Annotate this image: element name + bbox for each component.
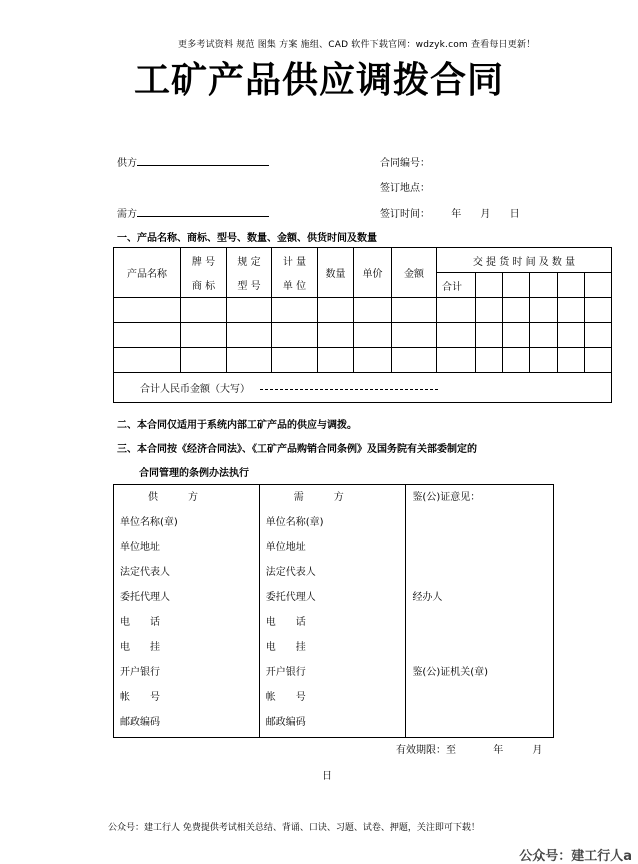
cell[interactable] — [476, 298, 503, 323]
cell[interactable] — [272, 348, 318, 373]
sign-day: 日 — [509, 209, 520, 220]
buyer-field[interactable]: 委托代理人 — [265, 592, 316, 603]
cell[interactable] — [354, 348, 392, 373]
agent-label: 经办人 — [412, 592, 443, 603]
buyer-column — [259, 485, 406, 738]
cell[interactable] — [530, 348, 558, 373]
th-delivery-col — [530, 273, 558, 298]
sign-month: 月 — [480, 209, 491, 220]
th-delivery-col — [585, 273, 612, 298]
supplier-field[interactable]: 电 挂 — [120, 642, 160, 653]
supplier-label: 供方 — [117, 158, 137, 169]
table-row — [114, 323, 612, 348]
total-rmb-blank[interactable] — [260, 389, 438, 390]
cell[interactable] — [318, 323, 354, 348]
th-amount: 金额 — [392, 248, 437, 298]
cell[interactable] — [437, 348, 476, 373]
cell[interactable] — [530, 323, 558, 348]
supplier-field[interactable]: 委托代理人 — [120, 592, 170, 603]
cell[interactable] — [392, 348, 437, 373]
th-delivery-col — [476, 273, 503, 298]
section1-heading: 一、产品名称、商标、型号、数量、金额、供货时间及数量 — [117, 233, 377, 244]
validity-year: 年 — [493, 745, 504, 756]
cell[interactable] — [114, 323, 181, 348]
authority-label: 鉴(公)证机关(章) — [412, 667, 489, 678]
cell[interactable] — [585, 298, 612, 323]
sign-time-line — [380, 205, 520, 220]
th-total: 合计 — [437, 273, 476, 298]
cell[interactable] — [114, 298, 181, 323]
supplier-field[interactable]: 帐 号 — [120, 692, 160, 703]
cell[interactable] — [503, 348, 530, 373]
buyer-field[interactable]: 开户银行 — [265, 667, 306, 678]
cell[interactable] — [227, 348, 272, 373]
buyer-field[interactable]: 法定代表人 — [265, 567, 316, 578]
cell[interactable] — [392, 298, 437, 323]
buyer-field[interactable]: 电 话 — [265, 617, 306, 628]
signature-table — [113, 484, 554, 738]
cell[interactable] — [181, 348, 227, 373]
th-spec-bottom: 型 号 — [227, 273, 272, 298]
cell[interactable] — [181, 298, 227, 323]
buyer-line — [117, 205, 269, 220]
cell[interactable] — [530, 298, 558, 323]
total-rmb-row — [114, 373, 612, 403]
th-delivery-col — [503, 273, 530, 298]
buyer-field[interactable]: 邮政编码 — [265, 717, 306, 728]
th-brand-bottom: 商 标 — [181, 273, 227, 298]
supplier-field[interactable]: 单位地址 — [120, 542, 160, 553]
table-row — [114, 348, 612, 373]
cell[interactable] — [585, 348, 612, 373]
validity-day: 日 — [322, 771, 332, 782]
supplier-header: 供 方 — [148, 492, 198, 503]
page-title: 工矿产品供应调拨合同 — [133, 59, 504, 101]
cell[interactable] — [437, 323, 476, 348]
supplier-blank[interactable] — [137, 155, 269, 166]
section3-line2: 合同管理的条例办法执行 — [139, 468, 249, 479]
cell[interactable] — [476, 348, 503, 373]
th-unit-bottom: 单 位 — [272, 273, 318, 298]
cell[interactable] — [318, 298, 354, 323]
cell[interactable] — [272, 298, 318, 323]
buyer-field[interactable]: 单位地址 — [265, 542, 306, 553]
cell[interactable] — [114, 348, 181, 373]
th-unit-top: 计 量 — [272, 248, 318, 273]
header-note: 更多考试资料 规范 图集 方案 施组、CAD 软件下载官网：wdzyk.com 查看每日更新！ — [178, 40, 536, 50]
total-rmb-label: 合计人民币金额（大写） — [140, 384, 250, 395]
section2-text: 二、本合同仅适用于系统内部工矿产品的供应与调拨。 — [117, 420, 357, 431]
cell[interactable] — [558, 323, 585, 348]
buyer-header: 需 方 — [293, 492, 344, 503]
cell[interactable] — [354, 298, 392, 323]
cell[interactable] — [503, 323, 530, 348]
supplier-field[interactable]: 电 话 — [120, 617, 160, 628]
th-brand-top: 牌 号 — [181, 248, 227, 273]
cell[interactable] — [503, 298, 530, 323]
supplier-field[interactable]: 邮政编码 — [120, 717, 160, 728]
product-table — [113, 247, 612, 403]
th-product-name: 产品名称 — [114, 248, 181, 298]
buyer-label: 需方 — [117, 209, 137, 220]
th-qty: 数量 — [318, 248, 354, 298]
cell[interactable] — [181, 323, 227, 348]
supplier-field[interactable]: 开户银行 — [120, 667, 160, 678]
th-spec-top: 规 定 — [227, 248, 272, 273]
cell[interactable] — [318, 348, 354, 373]
validity-month: 月 — [532, 745, 543, 756]
cell[interactable] — [354, 323, 392, 348]
cell[interactable] — [227, 323, 272, 348]
sign-place-label: 签订地点： — [380, 183, 430, 194]
supplier-column — [114, 485, 260, 738]
buyer-blank[interactable] — [137, 206, 269, 217]
cell[interactable] — [558, 348, 585, 373]
th-delivery: 交 提 货 时 间 及 数 量 — [437, 248, 612, 273]
cert-column — [406, 485, 554, 738]
buyer-field[interactable]: 单位名称(章) — [265, 517, 324, 528]
th-delivery-col — [558, 273, 585, 298]
cell[interactable] — [227, 298, 272, 323]
sign-year: 年 — [451, 209, 462, 220]
validity-line — [396, 741, 542, 756]
contract-no-label: 合同编号： — [380, 158, 430, 169]
cell[interactable] — [476, 323, 503, 348]
watermark: 公众号：建工行人a — [519, 849, 632, 864]
buyer-field[interactable]: 电 挂 — [265, 642, 306, 653]
supplier-line — [117, 154, 269, 169]
validity-label: 有效期限：至 — [396, 745, 456, 756]
cell[interactable] — [437, 298, 476, 323]
cert-label: 鉴(公)证意见： — [412, 492, 481, 503]
cell[interactable] — [558, 298, 585, 323]
cell[interactable] — [392, 323, 437, 348]
supplier-field[interactable]: 法定代表人 — [120, 567, 170, 578]
supplier-field[interactable]: 单位名称(章) — [120, 517, 178, 528]
sign-time-label: 签订时间： — [380, 209, 430, 220]
footer-note: 公众号：建工行人 免费提供考试相关总结、背诵、口诀、习题、试卷、押题，关注即可下载！ — [108, 823, 480, 833]
buyer-field[interactable]: 帐 号 — [265, 692, 306, 703]
table-row — [114, 298, 612, 323]
cell[interactable] — [585, 323, 612, 348]
section3-line1: 三、本合同按《经济合同法》、《工矿产品购销合同条例》及国务院有关部委制定的 — [117, 444, 477, 455]
cell[interactable] — [272, 323, 318, 348]
th-price: 单价 — [354, 248, 392, 298]
